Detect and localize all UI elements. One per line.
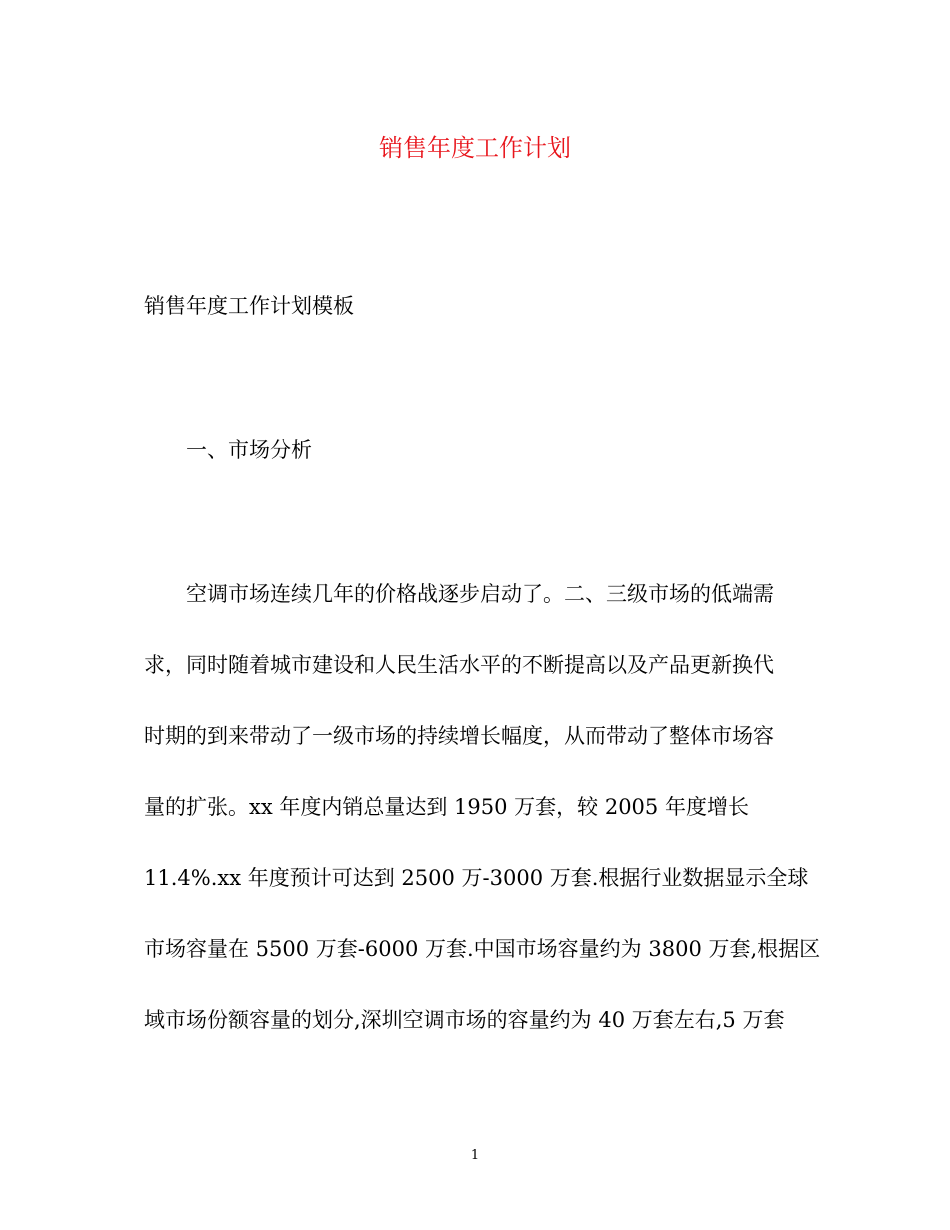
document-title: 销售年度工作计划 bbox=[379, 134, 571, 162]
page-number: 1 bbox=[470, 1148, 480, 1163]
section-heading: 一、市场分析 bbox=[186, 438, 312, 462]
paragraph-line: 域市场份额容量的划分,深圳空调市场的容量约为 40 万套左右,5 万套 bbox=[144, 1008, 785, 1032]
paragraph-line: 11.4%.xx 年度预计可达到 2500 万-3000 万套.根据行业数据显示全球 bbox=[144, 866, 809, 890]
paragraph-line: 空调市场连续几年的价格战逐步启动了。二、三级市场的低端需 bbox=[186, 582, 774, 606]
paragraph-line: 求，同时随着城市建设和人民生活水平的不断提高以及产品更新换代 bbox=[144, 653, 774, 677]
paragraph-line: 市场容量在 5500 万套-6000 万套.中国市场容量约为 3800 万套,根据区 bbox=[144, 937, 821, 961]
document-subtitle: 销售年度工作计划模板 bbox=[144, 294, 354, 318]
paragraph-line: 时期的到来带动了一级市场的持续增长幅度，从而带动了整体市场容 bbox=[144, 724, 774, 748]
body-paragraph bbox=[144, 574, 821, 1071]
paragraph-line: 量的扩张。xx 年度内销总量达到 1950 万套，较 2005 年度增长 bbox=[144, 795, 749, 819]
